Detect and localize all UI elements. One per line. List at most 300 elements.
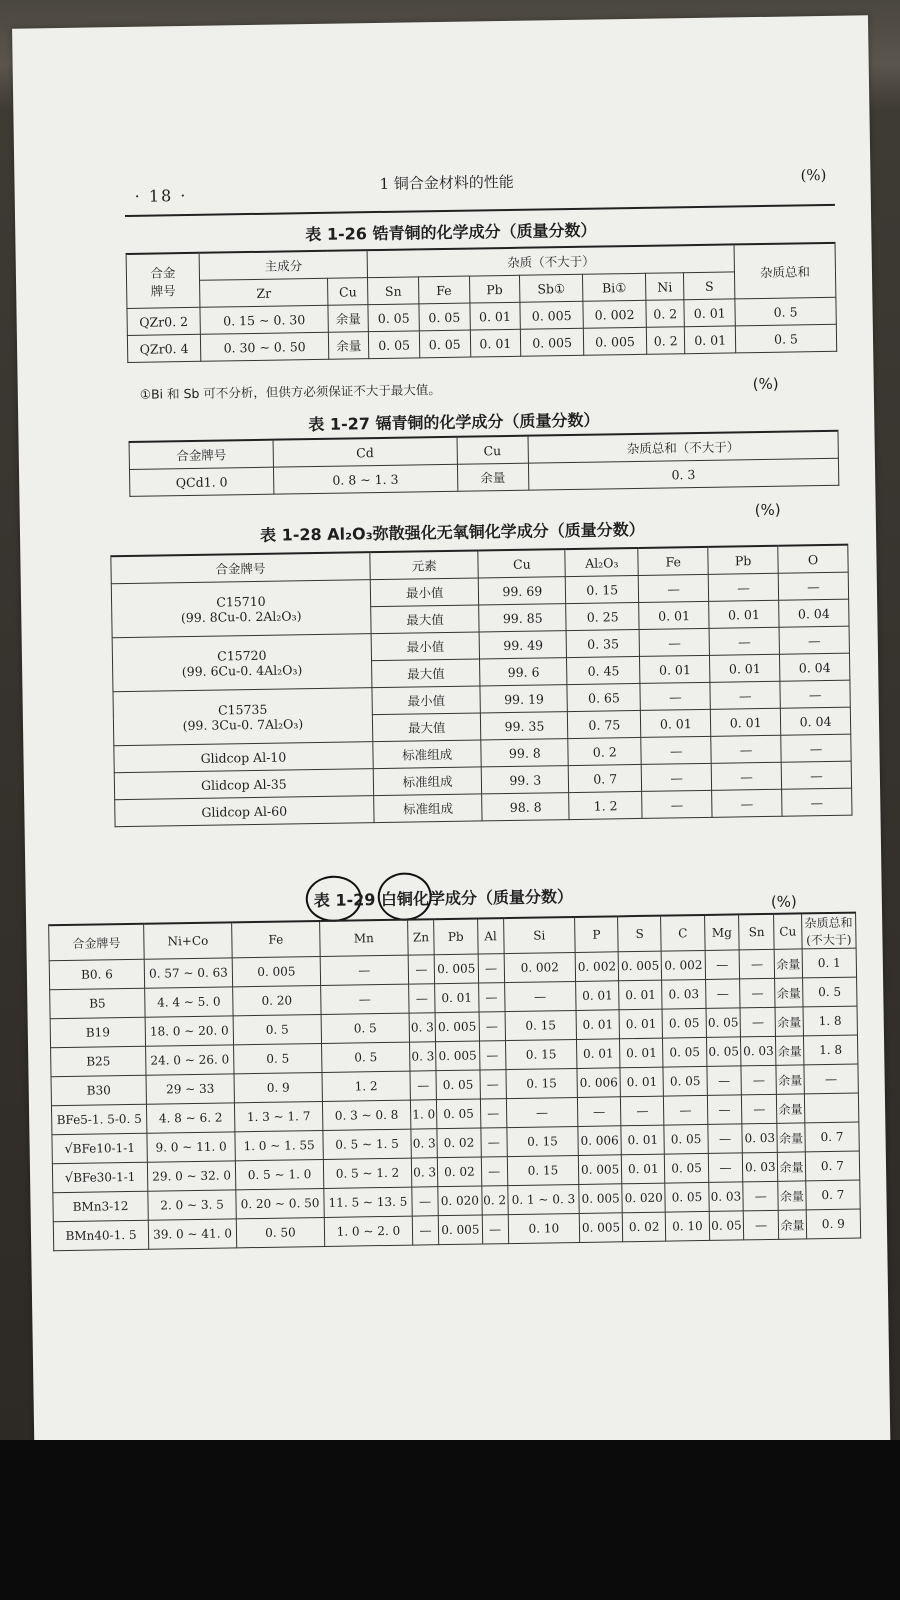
cell-value: 0. 7 bbox=[820, 1158, 844, 1174]
cell-value: 0. 05 bbox=[668, 1016, 700, 1031]
cell-value: 4. 4 ~ 5. 0 bbox=[157, 994, 221, 1010]
table-cell bbox=[436, 1070, 480, 1100]
cell-value: 0. 005 bbox=[441, 1222, 480, 1238]
table-cell bbox=[321, 1013, 409, 1043]
column-header: Sn bbox=[739, 914, 774, 950]
table-cell bbox=[478, 954, 505, 983]
table-cell bbox=[663, 1066, 707, 1096]
table-cell bbox=[411, 1129, 438, 1158]
table-cell bbox=[507, 1155, 579, 1185]
table-cell bbox=[744, 1210, 779, 1240]
table-cell bbox=[323, 1129, 411, 1159]
table-cell bbox=[577, 1097, 621, 1127]
table-cell: — bbox=[639, 628, 709, 656]
table-cell bbox=[802, 977, 857, 1007]
table-cell bbox=[482, 1215, 509, 1244]
table-1-29-title: 表 1-29 白铜化学成分（质量分数） bbox=[313, 887, 574, 911]
cell-value: 0. 20 bbox=[261, 993, 293, 1008]
table-cell: 0. 2 bbox=[646, 327, 685, 355]
table-cell: 0. 5 bbox=[735, 324, 836, 353]
cell-value: 0. 2 bbox=[483, 1193, 507, 1208]
cell-value: 0. 7 bbox=[821, 1187, 845, 1203]
cell-value: — bbox=[753, 1102, 766, 1117]
unit-label: (%) bbox=[800, 165, 827, 185]
alloy-code: C15710 bbox=[216, 593, 266, 610]
cell-value: 余量 bbox=[777, 1014, 802, 1030]
cell-value: BMn40-1. 5 bbox=[65, 1227, 137, 1244]
table-cell: — bbox=[639, 574, 709, 602]
column-header: Ni bbox=[645, 273, 684, 301]
cell-value: — bbox=[751, 957, 764, 972]
table-cell: 最大值 bbox=[371, 659, 480, 688]
table-cell: — bbox=[642, 763, 712, 791]
cell-value: — bbox=[487, 1135, 500, 1150]
table-cell bbox=[481, 1186, 508, 1215]
cell-value: 0. 002 bbox=[520, 960, 559, 975]
table-cell bbox=[147, 1132, 235, 1162]
cell-value: 0. 7 bbox=[820, 1129, 844, 1145]
table-cell bbox=[506, 1068, 578, 1098]
table-cell: 0. 01 bbox=[711, 708, 781, 736]
column-header: Fe bbox=[232, 921, 321, 958]
table-cell: QCd1. 0 bbox=[129, 467, 273, 496]
table-cell: — bbox=[641, 736, 711, 764]
table-cell bbox=[234, 1101, 322, 1131]
column-header: 元素 bbox=[370, 550, 479, 579]
table-cell: 99. 8 bbox=[481, 739, 568, 767]
cell-value: 余量 bbox=[776, 956, 801, 972]
table-cell bbox=[777, 1152, 805, 1181]
table-1-26-footnote: ①Bi 和 Sb 可不分析，但供方必须保证不大于最大值。 bbox=[139, 382, 441, 402]
cell-value: 0. 01 bbox=[627, 1132, 659, 1148]
column-header: Al₂O₃ bbox=[565, 548, 638, 577]
cell-value: 余量 bbox=[779, 1188, 805, 1204]
cell-value: — bbox=[358, 963, 371, 978]
table-cell: 0. 5 bbox=[735, 297, 836, 326]
cell-value: 0. 50 bbox=[265, 1225, 296, 1240]
cell-value: 0. 20 ~ 0. 50 bbox=[240, 1196, 320, 1212]
cell-value: — bbox=[718, 1102, 731, 1117]
table-cell: — bbox=[782, 788, 852, 816]
table-cell bbox=[740, 949, 775, 979]
table-cell bbox=[743, 1152, 778, 1182]
table-cell bbox=[322, 1071, 410, 1101]
table-cell: — bbox=[778, 572, 848, 600]
chapter-title: 1 铜合金材料的性能 bbox=[379, 172, 514, 193]
cell-value: 0. 3 bbox=[413, 1165, 437, 1180]
running-head bbox=[124, 166, 835, 217]
cell-value: 余量 bbox=[778, 1072, 803, 1088]
table-cell bbox=[435, 983, 479, 1013]
table-cell bbox=[438, 1157, 482, 1187]
table-cell bbox=[803, 1006, 858, 1036]
table-cell bbox=[622, 1183, 666, 1213]
column-header: 杂质总和（不大于） bbox=[528, 431, 839, 463]
table-cell bbox=[778, 1181, 806, 1210]
header-cell: 主成分 bbox=[199, 250, 368, 280]
table-cell bbox=[662, 1008, 706, 1038]
table-cell: 最大值 bbox=[372, 713, 481, 742]
cell-value: 0. 5 bbox=[265, 1022, 289, 1037]
table-cell bbox=[233, 985, 321, 1015]
table-cell: 最小值 bbox=[371, 632, 480, 661]
table-cell bbox=[236, 1217, 324, 1247]
table-cell bbox=[622, 1154, 666, 1184]
table-cell bbox=[478, 983, 505, 1012]
table-cell: 0. 65 bbox=[567, 683, 640, 711]
cell-value: BMn3-12 bbox=[72, 1199, 129, 1214]
table-cell bbox=[411, 1158, 438, 1187]
table-cell bbox=[706, 1037, 741, 1067]
table-cell bbox=[619, 980, 663, 1010]
table-cell bbox=[707, 1066, 742, 1096]
table-cell bbox=[409, 1042, 436, 1071]
table-cell: 0. 002 bbox=[583, 300, 646, 328]
cell-value: 11. 5 ~ 13. 5 bbox=[328, 1194, 408, 1210]
table-cell: 0. 01 bbox=[709, 600, 779, 628]
column-header: Sn bbox=[368, 277, 419, 305]
cell-value: 0. 05 bbox=[669, 1045, 701, 1060]
table-cell: — bbox=[711, 735, 781, 763]
column-header: Zn bbox=[408, 919, 435, 955]
cell-value: 39. 0 ~ 41. 0 bbox=[153, 1226, 233, 1242]
column-header: Cu bbox=[457, 436, 529, 465]
cell-value: 0. 5 ~ 1. 5 bbox=[335, 1136, 399, 1152]
table-1-28-title: 表 1-28 Al₂O₃弥散强化无氧铜化学成分（质量分数） bbox=[259, 519, 645, 545]
column-header: Zr bbox=[200, 278, 329, 307]
column-header: O bbox=[778, 545, 848, 574]
table-cell: 98. 8 bbox=[482, 793, 569, 821]
table-cell: 0. 15 ~ 0. 30 bbox=[200, 305, 329, 334]
table-cell bbox=[53, 1191, 148, 1221]
table-cell bbox=[233, 1014, 321, 1044]
cell-value: — bbox=[486, 1077, 499, 1092]
table-cell bbox=[803, 1035, 858, 1065]
cell-value: 0. 5 bbox=[353, 1021, 377, 1036]
table-cell: — bbox=[781, 734, 851, 762]
table-cell bbox=[508, 1184, 580, 1214]
cell-value: 0. 1 bbox=[817, 955, 841, 971]
cell-value: — bbox=[358, 992, 371, 1007]
column-header: P bbox=[575, 916, 619, 952]
table-cell: 最大值 bbox=[371, 605, 480, 634]
table-cell bbox=[576, 1010, 620, 1040]
table-cell bbox=[49, 959, 144, 989]
table-cell bbox=[437, 1128, 481, 1158]
table-cell bbox=[146, 1045, 234, 1075]
alloy-composition: (99. 3Cu-0. 7Al₂O₃) bbox=[182, 715, 304, 733]
table-cell: 0. 01 bbox=[710, 654, 780, 682]
cell-value: B5 bbox=[89, 996, 106, 1011]
table-cell bbox=[320, 955, 408, 985]
cell-value: 0. 05 bbox=[670, 1132, 702, 1147]
table-cell: 标准组成 bbox=[373, 794, 482, 823]
table-cell bbox=[662, 979, 706, 1009]
table-cell: 0. 05 bbox=[368, 304, 419, 332]
cell-value: 0. 005 bbox=[580, 1162, 620, 1177]
cell-value: — bbox=[718, 1131, 732, 1146]
table-cell bbox=[506, 1097, 578, 1127]
cell-value: 0. 15 bbox=[525, 1047, 557, 1062]
cell-value: 0. 020 bbox=[440, 1193, 480, 1209]
cell-value: B30 bbox=[86, 1083, 111, 1098]
cell-value: — bbox=[719, 1160, 732, 1175]
cell-value: 0. 01 bbox=[627, 1161, 659, 1177]
alloy-name-cell bbox=[112, 634, 372, 692]
cell-value: 余量 bbox=[778, 1130, 804, 1146]
table-cell bbox=[705, 979, 740, 1009]
table-cell bbox=[323, 1158, 411, 1188]
cell-value: 0. 9 bbox=[266, 1080, 290, 1095]
table-cell bbox=[578, 1155, 622, 1185]
table-cell: 0. 005 bbox=[583, 327, 646, 355]
table-cell: 99. 6 bbox=[480, 658, 567, 686]
table-cell: 0. 05 bbox=[419, 303, 470, 331]
column-header: S bbox=[618, 916, 662, 952]
table-cell: 0. 05 bbox=[419, 330, 470, 358]
table-cell bbox=[145, 1016, 233, 1046]
table-cell bbox=[146, 1074, 234, 1104]
table-cell: 0. 01 bbox=[685, 326, 736, 354]
checkmark-annotation: √ bbox=[64, 1141, 73, 1157]
page-number: · 18 · bbox=[134, 185, 188, 206]
table-cell bbox=[576, 981, 620, 1011]
cell-value: — bbox=[488, 1164, 501, 1179]
table-cell: — bbox=[710, 681, 780, 709]
cell-value: 0. 02 bbox=[628, 1219, 660, 1235]
table-cell bbox=[806, 1209, 861, 1239]
table-1-26 bbox=[126, 242, 838, 363]
column-header: 合金牌号 bbox=[49, 924, 145, 961]
table-cell: 0. 05 bbox=[369, 331, 420, 359]
column-header: Si bbox=[503, 917, 575, 954]
table-cell: Glidcop Al-60 bbox=[115, 796, 374, 827]
table-cell bbox=[412, 1187, 439, 1216]
cell-value: 0. 03 bbox=[710, 1189, 742, 1204]
column-header: Sb① bbox=[520, 274, 583, 302]
table-cell: — bbox=[709, 627, 779, 655]
table-cell bbox=[434, 954, 478, 984]
cell-value: 0. 02 bbox=[444, 1164, 475, 1180]
table-cell: 0. 04 bbox=[780, 653, 850, 681]
cell-value: 0. 005 bbox=[581, 1220, 621, 1235]
table-cell bbox=[148, 1190, 236, 1220]
table-cell bbox=[741, 1036, 776, 1066]
table-cell bbox=[232, 956, 320, 986]
cell-value: 1. 0 ~ 1. 55 bbox=[243, 1138, 315, 1154]
table-cell: — bbox=[708, 573, 778, 601]
table-cell bbox=[777, 1094, 805, 1123]
cell-value: 0. 01 bbox=[626, 1074, 658, 1090]
alloy-name-cell bbox=[113, 688, 373, 746]
cell-value: 0. 005 bbox=[620, 958, 660, 974]
cell-value: B19 bbox=[85, 1025, 111, 1040]
cell-value: 0. 9 bbox=[821, 1216, 845, 1232]
table-cell: 标准组成 bbox=[373, 740, 482, 769]
table-cell bbox=[144, 958, 232, 988]
table-cell: 0. 7 bbox=[568, 764, 641, 792]
table-1-26-title: 表 1-26 锆青铜的化学成分（质量分数） bbox=[305, 220, 597, 245]
cell-value: 0. 05 bbox=[711, 1218, 742, 1233]
table-1-27-unit: (%) bbox=[752, 374, 779, 394]
cell-value: 0. 005 bbox=[581, 1191, 620, 1206]
cell-value: — bbox=[752, 1073, 766, 1088]
table-cell bbox=[666, 1211, 710, 1241]
table-cell bbox=[663, 1037, 707, 1067]
cell-value: — bbox=[419, 1194, 432, 1209]
cell-value: 0. 05 bbox=[443, 1106, 474, 1122]
table-cell bbox=[51, 1075, 146, 1105]
table-cell bbox=[435, 1012, 479, 1042]
table-cell: 0. 005 bbox=[520, 328, 583, 356]
column-header: Fe bbox=[638, 547, 708, 576]
table-cell bbox=[480, 1099, 507, 1128]
table-cell bbox=[507, 1126, 579, 1156]
table-cell bbox=[321, 984, 409, 1014]
table-cell: 1. 2 bbox=[569, 791, 642, 819]
cell-value: 0. 01 bbox=[582, 988, 613, 1003]
table-cell: 99. 19 bbox=[480, 685, 567, 713]
table-cell bbox=[776, 1036, 804, 1065]
table-1-28 bbox=[110, 544, 852, 828]
cell-value: — bbox=[485, 1019, 499, 1034]
cell-value: 0. 03 bbox=[668, 987, 700, 1002]
cell-value: — bbox=[679, 1103, 692, 1118]
table-cell bbox=[148, 1219, 236, 1249]
column-header: Cd bbox=[273, 437, 457, 467]
table-cell: 标准组成 bbox=[373, 767, 482, 796]
cell-value: 0. 05 bbox=[707, 1015, 739, 1030]
table-cell bbox=[620, 1067, 664, 1097]
alloy-code: C15735 bbox=[217, 701, 268, 718]
cell-value: — bbox=[754, 1189, 767, 1204]
table-1-29-unit: (%) bbox=[770, 892, 797, 911]
table-cell bbox=[408, 955, 435, 984]
column-header: Pb bbox=[708, 546, 778, 575]
table-cell bbox=[504, 952, 576, 982]
cell-value: 0. 5 ~ 1. 2 bbox=[335, 1165, 400, 1181]
cell-value: 0. 03 bbox=[744, 1130, 776, 1146]
table-cell bbox=[508, 1213, 580, 1243]
table-cell bbox=[707, 1124, 742, 1154]
table-cell bbox=[804, 1093, 859, 1123]
table-cell: 0. 45 bbox=[567, 656, 640, 684]
cell-value: 4. 8 ~ 6. 2 bbox=[158, 1110, 223, 1126]
column-header: 杂质总和 (不大于) bbox=[801, 913, 856, 949]
table-cell bbox=[579, 1184, 623, 1214]
column-header: S bbox=[684, 272, 735, 300]
cell-value: 0. 15 bbox=[526, 1076, 557, 1091]
column-header: Pb bbox=[469, 275, 520, 303]
cell-value: — bbox=[535, 1105, 549, 1120]
cell-value: 余量 bbox=[779, 1159, 804, 1175]
cell-value: 1. 8 bbox=[818, 1013, 842, 1029]
table-cell bbox=[576, 1039, 620, 1069]
cell-value: 0. 05 bbox=[671, 1190, 703, 1205]
table-cell bbox=[321, 1042, 409, 1072]
column-header: 合金牌号 bbox=[111, 552, 370, 584]
table-cell bbox=[806, 1180, 861, 1210]
cell-value: 0. 01 bbox=[441, 990, 473, 1006]
column-header: Ni+Co bbox=[144, 922, 233, 959]
table-cell bbox=[505, 1010, 577, 1040]
cell-value: — bbox=[718, 1073, 731, 1088]
cell-value: 0. 5 bbox=[354, 1050, 378, 1065]
table-cell: 0. 01 bbox=[641, 709, 711, 737]
table-cell bbox=[776, 1065, 804, 1094]
column-header: Al bbox=[477, 918, 504, 954]
table-cell: — bbox=[642, 790, 712, 818]
cell-value: 0. 05 bbox=[442, 1077, 474, 1093]
table-cell bbox=[664, 1124, 708, 1154]
table-cell: 0. 01 bbox=[684, 299, 735, 327]
table-cell bbox=[436, 1041, 480, 1071]
checkmark-annotation: √ bbox=[64, 1170, 74, 1186]
table-cell bbox=[51, 1104, 146, 1134]
table-cell bbox=[479, 1070, 506, 1099]
table-cell bbox=[706, 1008, 741, 1038]
cell-value: — bbox=[417, 1078, 430, 1093]
table-cell bbox=[575, 952, 619, 982]
table-cell: QZr0. 2 bbox=[127, 307, 200, 335]
table-cell: 0. 2 bbox=[646, 300, 685, 328]
column-header: Cu bbox=[328, 278, 369, 306]
cell-value: 0. 03 bbox=[744, 1159, 776, 1175]
cell-value: 29 ~ 33 bbox=[166, 1081, 215, 1097]
cell-value: 0. 005 bbox=[257, 964, 296, 979]
cell-value: — bbox=[487, 1106, 500, 1121]
table-cell bbox=[618, 951, 662, 981]
cell-value: 0. 01 bbox=[625, 1016, 657, 1032]
table-cell bbox=[665, 1182, 709, 1212]
table-cell bbox=[805, 1122, 860, 1152]
table-cell: 99. 35 bbox=[481, 712, 568, 740]
cell-value: 29. 0 ~ 32. 0 bbox=[152, 1168, 232, 1184]
cell-value: 0. 3 bbox=[412, 1136, 436, 1151]
table-cell bbox=[235, 1130, 323, 1160]
cell-value: 1. 0 ~ 2. 0 bbox=[336, 1223, 401, 1239]
table-cell: 99. 3 bbox=[482, 766, 569, 794]
table-cell: 0. 04 bbox=[780, 707, 850, 735]
table-cell: 0. 15 bbox=[566, 575, 639, 603]
table-cell bbox=[709, 1211, 744, 1241]
cell-value: — bbox=[636, 1103, 649, 1119]
table-cell bbox=[50, 1017, 145, 1047]
table-cell: — bbox=[712, 789, 782, 817]
cell-value: 0. 020 bbox=[624, 1190, 663, 1206]
table-cell bbox=[579, 1213, 623, 1243]
header-cell: 杂质总和 bbox=[734, 243, 836, 299]
table-cell bbox=[322, 1100, 410, 1130]
column-header: Cu bbox=[774, 913, 802, 949]
cell-value: — bbox=[593, 1104, 606, 1119]
table-1-28-unit: (%) bbox=[754, 500, 781, 520]
table-cell bbox=[437, 1099, 481, 1129]
cell-value: 余量 bbox=[780, 1217, 805, 1233]
table-cell bbox=[53, 1220, 148, 1250]
cell-value: 0. 15 bbox=[527, 1134, 558, 1149]
cell-value: BFe30-1-1 bbox=[73, 1169, 136, 1185]
table-cell: — bbox=[781, 761, 851, 789]
table-cell bbox=[621, 1125, 665, 1155]
table-cell bbox=[740, 978, 775, 1008]
table-cell: 0. 01 bbox=[469, 302, 520, 330]
table-cell bbox=[664, 1095, 708, 1125]
table-cell bbox=[410, 1071, 437, 1100]
table-cell bbox=[622, 1212, 666, 1242]
table-cell bbox=[480, 1128, 507, 1157]
table-cell bbox=[705, 950, 740, 980]
